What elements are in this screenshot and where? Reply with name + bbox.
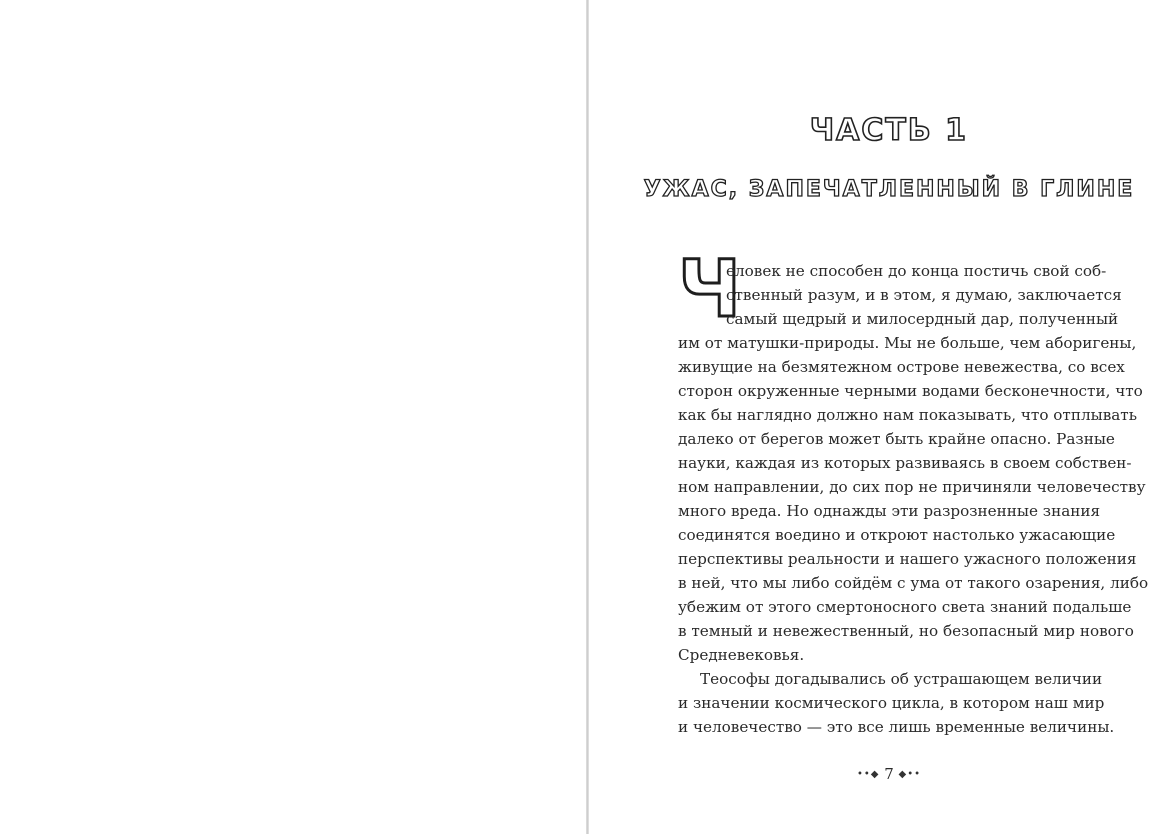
text-line: и человечество — это все лишь временные величины. [678, 718, 1115, 736]
text-line: перспективы реальности и нашего ужасного положения [678, 550, 1137, 568]
text-line: и значении космического цикла, в котором наш мир [678, 694, 1105, 712]
page-number: 7 [884, 765, 894, 783]
text-line: ном направлении, до сих пор не причиняли человечеству [678, 478, 1146, 496]
body-text [678, 259, 1149, 739]
text-line: в ней, что мы либо сойдём с ума от такого озарения, либо [678, 574, 1149, 592]
chapter-title: УЖАС, ЗАПЕЧАТЛЕННЫЙ В ГЛИНЕ [643, 177, 1135, 202]
page-number-footer [589, 765, 1173, 783]
ornament-right: ◆•• [898, 769, 922, 780]
text-line: много вреда. Но однажды эти разрозненные знания [678, 502, 1101, 520]
text-line: в темный и невежественный, но безопасный мир нового [678, 622, 1134, 640]
text-line: науки, каждая из которых развиваясь в своем собствен- [678, 454, 1132, 472]
text-line: сторон окруженные черными водами бесконечности, что [678, 382, 1143, 400]
text-line: живущие на безмятежном острове невежества, со всех [678, 358, 1125, 376]
text-line: еловек не способен до конца постичь свой соб- [726, 262, 1107, 280]
right-page [589, 0, 1173, 834]
text-line: Средневековья. [678, 646, 805, 664]
ornament-left: ••◆ [856, 769, 880, 780]
text-line: далеко от берегов может быть крайне опасно. Разные [678, 430, 1115, 448]
text-line: ственный разум, и в этом, я думаю, заключается [726, 286, 1122, 304]
text-line: самый щедрый и милосердный дар, полученный [726, 310, 1119, 328]
text-line: им от матушки-природы. Мы не больше, чем аборигены, [678, 334, 1137, 352]
text-line: Теософы догадывались об устрашающем величии [700, 670, 1103, 688]
text-line: как бы наглядно должно нам показывать, что отплывать [678, 406, 1137, 424]
text-line: соединятся воедино и откроют настолько ужасающие [678, 526, 1116, 544]
part-title: ЧАСТЬ 1 [809, 113, 969, 148]
text-line: убежим от этого смертоносного света знаний подальше [678, 598, 1132, 616]
drop-cap-letter: Ч [678, 245, 742, 335]
left-page-blank [0, 0, 586, 834]
